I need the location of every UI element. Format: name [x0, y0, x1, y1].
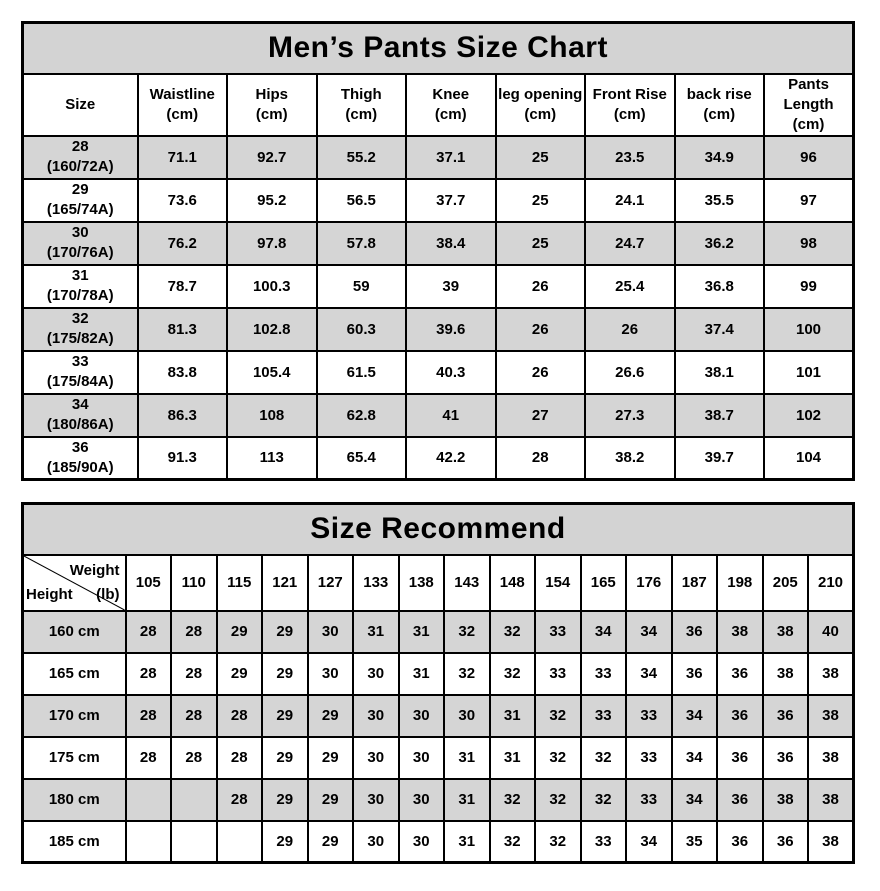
recommended-size-cell: 38	[808, 695, 854, 737]
recommended-size-cell: 38	[808, 779, 854, 821]
size-value: 36	[71, 438, 89, 456]
size-value: 31	[71, 267, 89, 284]
weight-header-198: 198	[717, 555, 763, 611]
recommended-size-cell: 34	[626, 653, 672, 695]
column-header-leg-opening	[496, 74, 586, 136]
recommended-size-cell: 30	[353, 653, 399, 695]
measurement-cell: 38.7	[675, 394, 765, 437]
recommended-size-cell: 36	[763, 737, 809, 779]
height-row-185-cm	[23, 821, 854, 863]
recommended-size-cell: 31	[490, 737, 536, 779]
column-header-size	[23, 74, 138, 136]
recommended-size-cell: 32	[444, 611, 490, 653]
recommended-size-cell: 28	[217, 737, 263, 779]
measurement-cell: 91.3	[138, 437, 228, 480]
recommended-size-cell: 28	[126, 695, 172, 737]
recommended-size-cell: 30	[353, 821, 399, 863]
recommended-size-cell: 29	[308, 695, 354, 737]
recommended-size-cell: 31	[353, 611, 399, 653]
measurement-cell: 26	[496, 265, 586, 308]
measurement-cell: 59	[317, 265, 407, 308]
size-row-28	[23, 136, 854, 179]
measurement-cell: 102.8	[227, 308, 317, 351]
size-chart-title-row	[23, 23, 854, 74]
size-row-34	[23, 394, 854, 437]
size-note: (170/78A)	[46, 287, 114, 304]
column-header-pants-length	[764, 74, 854, 136]
column-header-thigh	[317, 74, 407, 136]
measurement-cell: 57.8	[317, 222, 407, 265]
recommended-size-cell: 31	[444, 779, 490, 821]
recommended-size-cell: 28	[171, 653, 217, 695]
recommended-size-cell: 38	[763, 611, 809, 653]
height-cell: 180 cm	[23, 779, 126, 821]
height-row-160-cm	[23, 611, 854, 653]
measurement-cell: 95.2	[227, 179, 317, 222]
recommended-size-cell: 31	[444, 737, 490, 779]
size-row-30	[23, 222, 854, 265]
recommended-size-cell: 38	[808, 821, 854, 863]
recommended-size-cell: 33	[626, 779, 672, 821]
measurement-cell: 24.7	[585, 222, 675, 265]
column-unit: (cm)	[345, 105, 378, 123]
weight-header-165: 165	[581, 555, 627, 611]
recommended-size-cell: 30	[353, 695, 399, 737]
recommended-size-cell: 28	[217, 779, 263, 821]
recommended-size-cell: 30	[399, 695, 445, 737]
weight-header-133: 133	[353, 555, 399, 611]
recommended-size-cell: 34	[672, 737, 718, 779]
measurement-cell: 37.4	[675, 308, 765, 351]
height-row-165-cm	[23, 653, 854, 695]
weight-header-115: 115	[217, 555, 263, 611]
measurement-cell: 39.6	[406, 308, 496, 351]
measurement-cell: 25.4	[585, 265, 675, 308]
recommended-size-cell: 28	[126, 737, 172, 779]
measurement-cell: 100.3	[227, 265, 317, 308]
measurement-cell: 26	[496, 351, 586, 394]
recommended-size-cell: 28	[171, 737, 217, 779]
recommended-size-cell: 36	[672, 611, 718, 653]
recommended-size-cell: 28	[126, 653, 172, 695]
measurement-cell: 92.7	[227, 136, 317, 179]
measurement-cell: 25	[496, 179, 586, 222]
recommended-size-cell: 29	[262, 653, 308, 695]
size-note: (160/72A)	[46, 158, 114, 175]
size-note: (175/82A)	[46, 330, 114, 347]
recommended-size-cell: 33	[581, 653, 627, 695]
weight-header-148: 148	[490, 555, 536, 611]
measurement-cell: 62.8	[317, 394, 407, 437]
weight-axis-label: Weight	[69, 561, 120, 579]
size-recommend-title: Size Recommend	[23, 504, 854, 555]
measurement-cell: 108	[227, 394, 317, 437]
recommended-size-cell: 29	[262, 695, 308, 737]
size-chart-title: Men’s Pants Size Chart	[23, 23, 854, 74]
column-label: Pants Length	[783, 75, 834, 113]
recommended-size-cell: 34	[626, 821, 672, 863]
measurement-cell: 26	[496, 308, 586, 351]
measurement-cell: 113	[227, 437, 317, 480]
size-cell	[23, 308, 138, 351]
height-cell: 160 cm	[23, 611, 126, 653]
measurement-cell: 61.5	[317, 351, 407, 394]
recommended-size-cell: 30	[399, 779, 445, 821]
weight-header-110: 110	[171, 555, 217, 611]
size-value: 32	[71, 310, 89, 327]
recommended-size-cell: 30	[399, 821, 445, 863]
measurement-cell: 98	[764, 222, 854, 265]
recommended-size-cell: 40	[808, 611, 854, 653]
recommended-size-cell: 32	[444, 653, 490, 695]
height-axis-label: Height	[26, 585, 73, 603]
recommended-size-cell: 34	[672, 779, 718, 821]
recommended-size-cell: 28	[217, 695, 263, 737]
recommended-size-cell: 38	[763, 653, 809, 695]
corner-header-cell	[23, 555, 126, 611]
height-cell: 185 cm	[23, 821, 126, 863]
height-row-170-cm	[23, 695, 854, 737]
recommended-size-cell: 33	[535, 653, 581, 695]
recommended-size-cell: 29	[308, 821, 354, 863]
height-cell: 165 cm	[23, 653, 126, 695]
column-header-waistline	[138, 74, 228, 136]
size-cell	[23, 437, 138, 480]
measurement-cell: 105.4	[227, 351, 317, 394]
recommended-size-cell: 38	[808, 653, 854, 695]
column-label: Thigh	[340, 85, 382, 103]
measurement-cell: 24.1	[585, 179, 675, 222]
height-cell: 170 cm	[23, 695, 126, 737]
measurement-cell: 23.5	[585, 136, 675, 179]
measurement-cell: 42.2	[406, 437, 496, 480]
measurement-cell: 27	[496, 394, 586, 437]
measurement-cell: 34.9	[675, 136, 765, 179]
measurement-cell: 26	[585, 308, 675, 351]
size-cell	[23, 265, 138, 308]
recommended-size-cell: 29	[262, 821, 308, 863]
recommended-size-cell: 31	[444, 821, 490, 863]
diagonal-divider-line	[24, 556, 125, 610]
column-label: Size	[65, 95, 96, 113]
recommended-size-cell: 28	[171, 611, 217, 653]
weight-header-143: 143	[444, 555, 490, 611]
recommended-size-cell: 33	[626, 737, 672, 779]
measurement-cell: 37.7	[406, 179, 496, 222]
recommended-size-cell: 28	[126, 611, 172, 653]
measurement-cell: 73.6	[138, 179, 228, 222]
size-recommend-header-row	[23, 555, 854, 611]
recommended-size-cell: 38	[808, 737, 854, 779]
measurement-cell: 55.2	[317, 136, 407, 179]
recommended-size-cell: 32	[490, 611, 536, 653]
mens-pants-size-chart-table	[21, 21, 855, 481]
weight-header-187: 187	[672, 555, 718, 611]
recommended-size-cell	[126, 779, 172, 821]
measurement-cell: 97.8	[227, 222, 317, 265]
column-header-hips	[227, 74, 317, 136]
measurement-cell: 38.4	[406, 222, 496, 265]
weight-header-138: 138	[399, 555, 445, 611]
measurement-cell: 97	[764, 179, 854, 222]
recommended-size-cell: 29	[262, 779, 308, 821]
measurement-cell: 40.3	[406, 351, 496, 394]
column-label: Front Rise	[592, 85, 667, 103]
column-header-back-rise	[675, 74, 765, 136]
recommended-size-cell: 32	[490, 779, 536, 821]
recommended-size-cell: 36	[717, 695, 763, 737]
recommended-size-cell: 34	[672, 695, 718, 737]
measurement-cell: 38.1	[675, 351, 765, 394]
recommended-size-cell: 30	[353, 737, 399, 779]
size-cell	[23, 136, 138, 179]
size-value: 30	[71, 224, 89, 241]
column-unit: (cm)	[434, 105, 467, 123]
weight-header-210: 210	[808, 555, 854, 611]
measurement-cell: 65.4	[317, 437, 407, 480]
measurement-cell: 104	[764, 437, 854, 480]
measurement-cell: 41	[406, 394, 496, 437]
column-header-knee	[406, 74, 496, 136]
weight-header-176: 176	[626, 555, 672, 611]
measurement-cell: 25	[496, 136, 586, 179]
size-value: 28	[71, 138, 89, 155]
size-recommend-table	[21, 502, 855, 864]
size-row-33	[23, 351, 854, 394]
measurement-cell: 35.5	[675, 179, 765, 222]
measurement-cell: 96	[764, 136, 854, 179]
recommended-size-cell: 31	[399, 653, 445, 695]
recommended-size-cell: 35	[672, 821, 718, 863]
size-cell	[23, 351, 138, 394]
recommended-size-cell: 30	[308, 653, 354, 695]
column-label: back rise	[686, 85, 752, 103]
size-cell	[23, 394, 138, 437]
recommended-size-cell: 33	[535, 611, 581, 653]
measurement-cell: 102	[764, 394, 854, 437]
size-chart-header-row	[23, 74, 854, 136]
size-value: 29	[71, 181, 89, 198]
recommended-size-cell: 38	[717, 611, 763, 653]
size-row-32	[23, 308, 854, 351]
weight-unit-label: (lb)	[96, 585, 120, 603]
measurement-cell: 39	[406, 265, 496, 308]
measurement-cell: 38.2	[585, 437, 675, 480]
recommended-size-cell: 36	[763, 695, 809, 737]
recommended-size-cell: 30	[353, 779, 399, 821]
recommended-size-cell	[171, 821, 217, 863]
size-recommend-title-row	[23, 504, 854, 555]
recommended-size-cell: 36	[717, 653, 763, 695]
size-note: (175/84A)	[46, 373, 114, 390]
recommended-size-cell: 34	[581, 611, 627, 653]
weight-header-205: 205	[763, 555, 809, 611]
recommended-size-cell: 30	[444, 695, 490, 737]
recommended-size-cell: 29	[308, 737, 354, 779]
size-note: (185/90A)	[46, 458, 114, 476]
column-label: Waistline	[149, 85, 215, 103]
measurement-cell: 71.1	[138, 136, 228, 179]
column-header-front-rise	[585, 74, 675, 136]
weight-header-105: 105	[126, 555, 172, 611]
column-unit: (cm)	[613, 105, 646, 123]
size-note: (165/74A)	[46, 201, 114, 218]
measurement-cell: 37.1	[406, 136, 496, 179]
weight-header-127: 127	[308, 555, 354, 611]
size-cell	[23, 179, 138, 222]
column-label: Knee	[432, 85, 470, 103]
measurement-cell: 39.7	[675, 437, 765, 480]
recommended-size-cell: 38	[763, 779, 809, 821]
size-row-29	[23, 179, 854, 222]
size-cell	[23, 222, 138, 265]
column-unit: (cm)	[166, 105, 199, 123]
recommended-size-cell: 36	[763, 821, 809, 863]
measurement-cell: 81.3	[138, 308, 228, 351]
recommended-size-cell: 36	[717, 737, 763, 779]
measurement-cell: 28	[496, 437, 586, 480]
measurement-cell: 60.3	[317, 308, 407, 351]
weight-header-154: 154	[535, 555, 581, 611]
recommended-size-cell: 32	[535, 779, 581, 821]
measurement-cell: 78.7	[138, 265, 228, 308]
recommended-size-cell	[171, 779, 217, 821]
measurement-cell: 36.2	[675, 222, 765, 265]
column-unit: (cm)	[792, 115, 825, 133]
recommended-size-cell: 32	[581, 737, 627, 779]
recommended-size-cell: 33	[581, 821, 627, 863]
recommended-size-cell: 32	[490, 821, 536, 863]
recommended-size-cell: 33	[626, 695, 672, 737]
measurement-cell: 26.6	[585, 351, 675, 394]
recommended-size-cell: 29	[217, 653, 263, 695]
measurement-cell: 36.8	[675, 265, 765, 308]
recommended-size-cell	[126, 821, 172, 863]
measurement-cell: 100	[764, 308, 854, 351]
size-row-31	[23, 265, 854, 308]
recommended-size-cell: 36	[717, 779, 763, 821]
size-note: (180/86A)	[46, 416, 114, 433]
measurement-cell: 101	[764, 351, 854, 394]
measurement-cell: 27.3	[585, 394, 675, 437]
recommended-size-cell: 36	[672, 653, 718, 695]
recommended-size-cell: 32	[535, 821, 581, 863]
recommended-size-cell: 28	[171, 695, 217, 737]
recommended-size-cell: 32	[581, 779, 627, 821]
column-unit: (cm)	[524, 105, 557, 123]
size-row-36	[23, 437, 854, 480]
size-value: 34	[71, 396, 89, 413]
measurement-cell: 99	[764, 265, 854, 308]
recommended-size-cell: 31	[399, 611, 445, 653]
height-row-180-cm	[23, 779, 854, 821]
size-note: (170/76A)	[46, 244, 114, 261]
recommended-size-cell: 33	[581, 695, 627, 737]
height-cell: 175 cm	[23, 737, 126, 779]
measurement-cell: 83.8	[138, 351, 228, 394]
weight-header-121: 121	[262, 555, 308, 611]
recommended-size-cell: 34	[626, 611, 672, 653]
recommended-size-cell: 29	[217, 611, 263, 653]
recommended-size-cell: 30	[399, 737, 445, 779]
recommended-size-cell: 30	[308, 611, 354, 653]
recommended-size-cell: 36	[717, 821, 763, 863]
recommended-size-cell: 31	[490, 695, 536, 737]
recommended-size-cell: 32	[490, 653, 536, 695]
recommended-size-cell: 32	[535, 737, 581, 779]
size-value: 33	[71, 353, 89, 370]
column-label: leg opening	[498, 85, 583, 103]
measurement-cell: 76.2	[138, 222, 228, 265]
column-label: Hips	[255, 85, 288, 103]
recommended-size-cell: 29	[308, 779, 354, 821]
measurement-cell: 56.5	[317, 179, 407, 222]
recommended-size-cell: 29	[262, 737, 308, 779]
recommended-size-cell: 32	[535, 695, 581, 737]
measurement-cell: 25	[496, 222, 586, 265]
height-row-175-cm	[23, 737, 854, 779]
column-unit: (cm)	[703, 105, 736, 123]
recommended-size-cell: 29	[262, 611, 308, 653]
recommended-size-cell	[217, 821, 263, 863]
measurement-cell: 86.3	[138, 394, 228, 437]
column-unit: (cm)	[255, 105, 288, 123]
